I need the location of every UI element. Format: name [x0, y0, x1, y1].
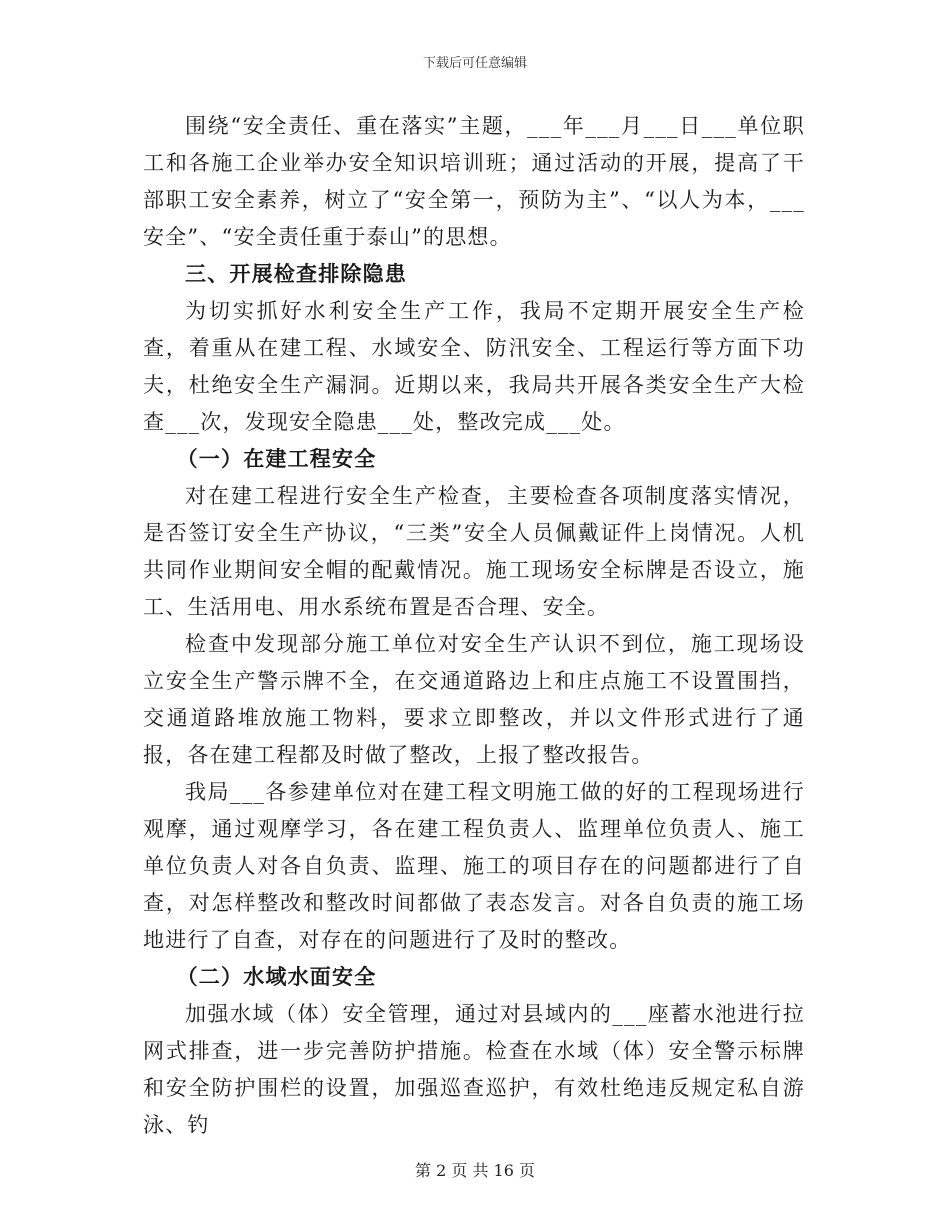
page-header: 下载后可任意编辑 [422, 56, 527, 71]
section-heading-inspection: 三、开展检查排除隐患 [185, 262, 407, 286]
subheading-construction-safety: （一）在建工程安全 [176, 447, 377, 471]
document-body [143, 108, 805, 1144]
paragraph-water-management: 加强水域（体）安全管理，通过对县域内的___座蓄水池进行拉网式排查，进一步完善防护措施。检查在水域（体）安全警示标牌和安全防护围栏的设置，加强巡查巡护，有效杜绝违反规定私自游泳、钓 [143, 1002, 805, 1137]
paragraph-construction-findings: 检查中发现部分施工单位对安全生产认识不到位，施工现场设立安全生产警示牌不全，在交通道路边上和庄点施工不设置围挡，交通道路堆放施工物料，要求立即整改，并以文件形式进行了通报，各在建工程都及时做了整改，上报了整改报告。 [143, 632, 805, 767]
paragraph-inspection-summary: 为切实抓好水利安全生产工作，我局不定期开展安全生产检查，着重从在建工程、水域安全、防汛安全、工程运行等方面下功夫，杜绝安全生产漏洞。近期以来，我局共开展各类安全生产大检查___次，发现安全隐患___处，整改完成___处。 [143, 299, 805, 434]
paragraph-construction-check: 对在建工程进行安全生产检查，主要检查各项制度落实情况，是否签订安全生产协议，“三类”安全人员佩戴证件上岗情况。人机共同作业期间安全帽的配戴情况。施工现场安全标牌是否设立，施工、生活用电、用水系统布置是否合理、安全。 [143, 484, 805, 619]
paragraph-training: 围绕“安全责任、重在落实”主题，___年___月___日___单位职工和各施工企业举办安全知识培训班；通过活动的开展，提高了干部职工安全素养，树立了“安全第一，预防为主”、“以人为本，___安全”、“安全责任重于泰山”的思想。 [143, 114, 805, 249]
subheading-water-safety: （二）水域水面安全 [176, 965, 377, 989]
paragraph-site-observation: 我局___各参建单位对在建工程文明施工做的好的工程现场进行观摩，通过观摩学习，各在建工程负责人、监理单位负责人、施工单位负责人对各自负责、监理、施工的项目存在的问题都进行了自查，对怎样整改和整改时间都做了表态发言。对各自负责的施工场地进行了自查，对存在的问题进行了及时的整改。 [143, 780, 805, 952]
page-number: 第 2 页 共 16 页 [415, 1161, 535, 1180]
